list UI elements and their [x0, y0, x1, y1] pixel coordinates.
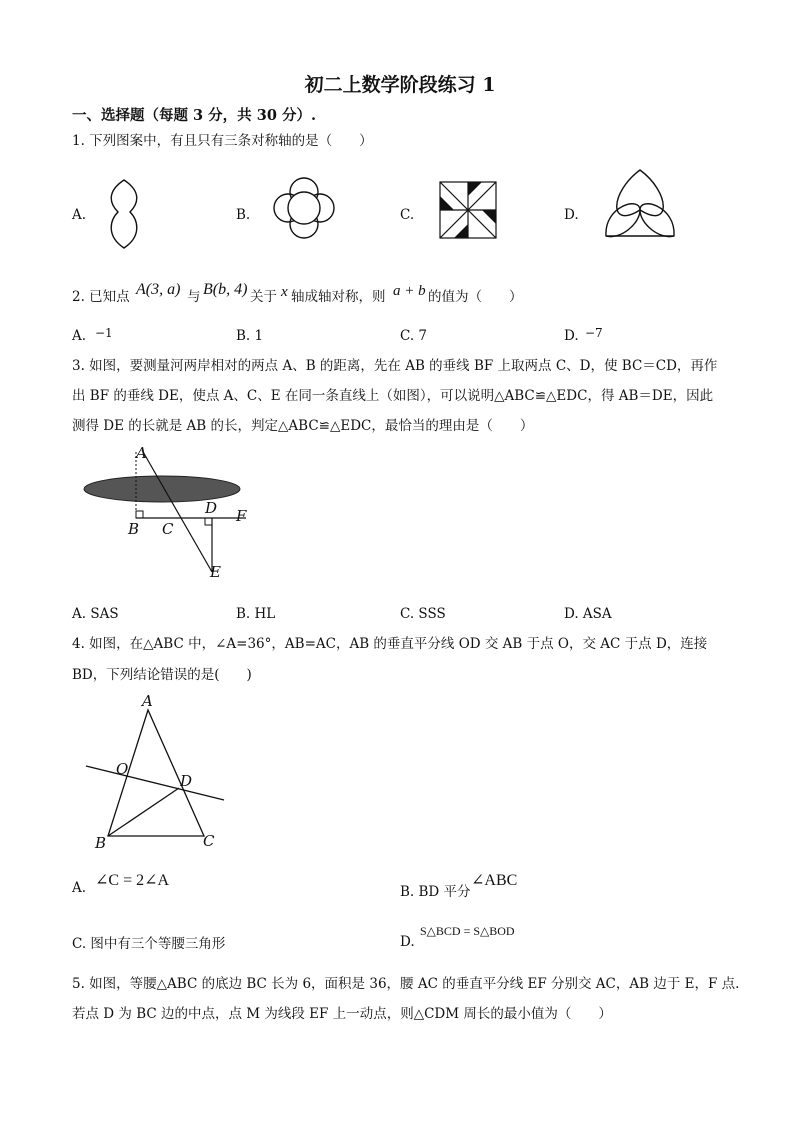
- q2-stem-suffix: 的值为（ ）: [428, 289, 523, 305]
- q2-axis-x: x: [281, 284, 288, 300]
- q3-label-a: A: [136, 444, 147, 462]
- q2-option-d-value: −7: [585, 326, 603, 340]
- q4-label-a: A: [142, 692, 153, 710]
- q3-label-f: F: [236, 507, 247, 525]
- q4-option-d-math: S△BCD = S△BOD: [420, 924, 515, 938]
- q2-option-c: C. 7: [400, 328, 428, 344]
- q5-stem-line2: 若点 D 为 BC 边的中点，点 M 为线段 EF 上一动点，则△CDM 周长的最小值为（ ）: [72, 1006, 612, 1022]
- q1-figure-a: [104, 178, 144, 250]
- q4-label-d: D: [180, 772, 193, 790]
- q5-stem-line1: 5. 如图，等腰△ABC 的底边 BC 长为 6，面积是 36，腰 AC 的垂直平分线 EF 分别交 AC，AB 边于 E，F 点.: [72, 976, 740, 992]
- q3-option-b: B. HL: [236, 606, 276, 622]
- q2-option-a-value: −1: [95, 326, 113, 340]
- q4-label-c: C: [203, 832, 215, 850]
- page-title: 初二上数学阶段练习 1: [304, 74, 496, 96]
- q2-point-b: B(b, 4): [203, 281, 248, 298]
- q4-label-b: B: [95, 834, 107, 852]
- q3-label-d: D: [205, 499, 218, 517]
- q3-option-c: C. SSS: [400, 606, 446, 622]
- q2-stem-and: 与: [187, 289, 201, 305]
- q4-figure: [84, 700, 229, 840]
- q2-stem-about: 关于: [250, 289, 277, 305]
- q3-option-d: D. ASA: [564, 606, 612, 622]
- q4-stem-line2: BD，下列结论错误的是( ): [72, 667, 252, 683]
- q3-label-b: B: [128, 520, 140, 538]
- q3-stem-line2: 出 BF 的垂线 DE，使点 A、C、E 在同一条直线上（如图），可以说明△ABC≌△EDC，得 AB＝DE，因此: [72, 388, 714, 404]
- q2-stem-prefix: 2. 已知点: [72, 289, 130, 305]
- q3-stem-line3: 测得 DE 的长就是 AB 的长，判定△ABC≌△EDC，最恰当的理由是（ ）: [72, 418, 534, 434]
- q1-figure-b: [266, 176, 342, 240]
- section-heading: 一、选择题（每题 3 分，共 30 分）.: [72, 107, 317, 124]
- q1-figure-d: [600, 166, 680, 242]
- q2-point-a: A(3, a): [136, 281, 181, 298]
- q1-option-a-label: A.: [72, 207, 87, 223]
- q4-option-b-math: ∠ABC: [471, 872, 518, 889]
- q4-option-c: C. 图中有三个等腰三角形: [72, 936, 226, 952]
- q2-option-d-label: D.: [564, 328, 579, 344]
- q1-option-b-label: B.: [236, 207, 251, 223]
- q3-label-e: E: [210, 563, 221, 581]
- q4-option-d-label: D.: [400, 934, 415, 950]
- q1-option-c-label: C.: [400, 207, 415, 223]
- q4-stem-line1: 4. 如图，在△ABC 中，∠A=36°，AB=AC，AB 的垂直平分线 OD 交 AB 于点 O，交 AC 于点 D，连接: [72, 636, 708, 652]
- q2-option-a-label: A.: [72, 328, 87, 344]
- q3-stem-line1: 3. 如图，要测量河两岸相对的两点 A、B 的距离，先在 AB 的垂线 BF 上取两点 C、D，使 BC＝CD，再作: [72, 358, 718, 374]
- q1-stem: 1. 下列图案中，有且只有三条对称轴的是（ ）: [72, 133, 373, 149]
- q2-option-b: B. 1: [236, 328, 264, 344]
- q1-figure-c: [438, 180, 498, 240]
- q4-option-a-math: ∠C = 2∠A: [95, 872, 170, 889]
- q4-option-a-label: A.: [72, 880, 87, 896]
- q4-option-b-text: B. BD 平分: [400, 884, 471, 900]
- q1-option-d-label: D.: [564, 207, 579, 223]
- q4-label-o: O: [116, 760, 129, 778]
- q2-expression: a + b: [393, 283, 426, 299]
- q3-option-a: A. SAS: [72, 606, 119, 622]
- q3-label-c: C: [162, 520, 174, 538]
- q2-stem-axis: 轴成轴对称，则: [291, 289, 386, 305]
